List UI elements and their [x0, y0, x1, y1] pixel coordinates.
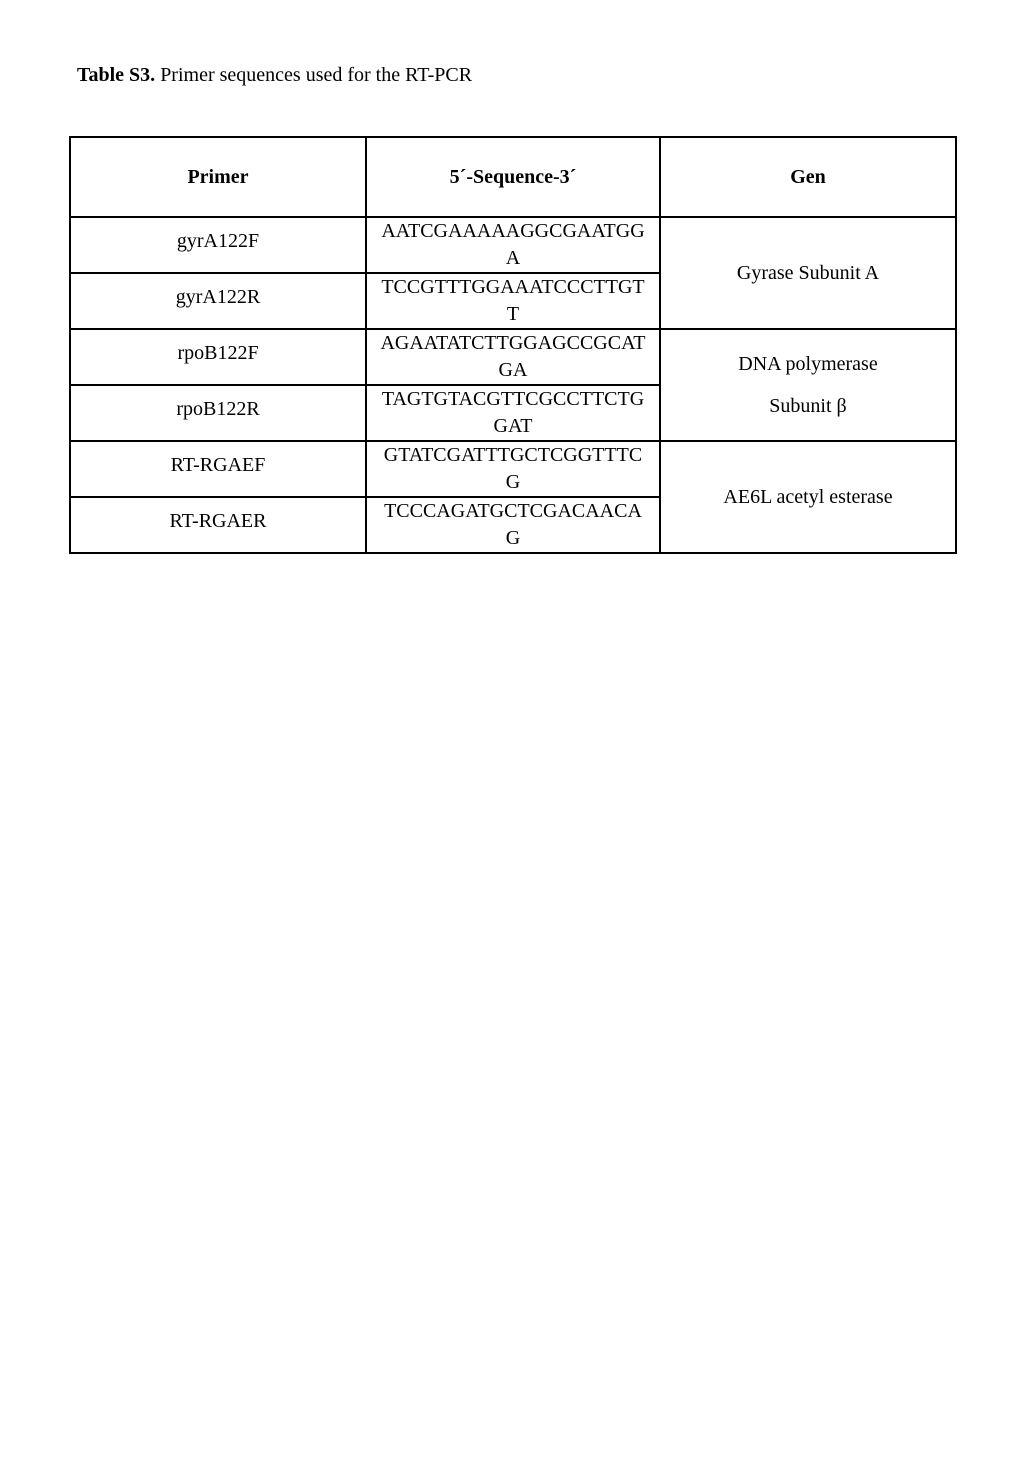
header-row [70, 137, 956, 217]
gene-cell [660, 441, 956, 553]
sequence-cell [366, 497, 660, 553]
sequence-text: TAGTGTACGTTCGCCTTCTGGAT [381, 388, 645, 437]
sequence-text: TCCCAGATGCTCGACAACAG [384, 500, 642, 549]
primer-name: RT-RGAER [169, 509, 267, 532]
primer-cell [70, 497, 366, 553]
primer-cell [70, 385, 366, 441]
sequence-cell [366, 385, 660, 441]
sequence-cell [366, 329, 660, 385]
primer-cell [70, 441, 366, 497]
primer-cell [70, 329, 366, 385]
table-row [70, 217, 956, 273]
gene-name-line2: Subunit β [769, 395, 847, 417]
gene-name: Gyrase Subunit A [736, 262, 880, 284]
sequence-text: TCCGTTTGGAAATCCCTTGTT [381, 276, 645, 325]
sequence-cell [366, 441, 660, 497]
caption-label: Table S3. [77, 64, 156, 86]
header-primer: Primer [70, 137, 366, 217]
sequence-text: AGAATATCTTGGAGCCGCATGA [380, 332, 646, 381]
primer-table [69, 136, 957, 554]
table-row [70, 441, 956, 497]
header-sequence: 5´-Sequence-3´ [366, 137, 660, 217]
primer-name: rpoB122F [177, 341, 259, 364]
primer-name: gyrA122F [176, 229, 260, 252]
primer-cell [70, 217, 366, 273]
gene-name: AE6L acetyl esterase [723, 486, 893, 508]
caption-text: Primer sequences used for the RT-PCR [155, 64, 473, 86]
table-row [70, 329, 956, 385]
gene-cell [660, 329, 956, 441]
header-gene: Gen [660, 137, 956, 217]
sequence-cell [366, 217, 660, 273]
gene-name-line1: DNA polymerase [738, 353, 878, 375]
gene-cell [660, 217, 956, 329]
primer-name: gyrA122R [175, 285, 261, 308]
sequence-text: GTATCGATTTGCTCGGTTTCG [383, 444, 643, 493]
table-caption [77, 62, 472, 88]
primer-name: rpoB122R [176, 397, 260, 420]
sequence-cell [366, 273, 660, 329]
primer-name: RT-RGAEF [170, 453, 266, 476]
sequence-text: AATCGAAAAAGGCGAATGGA [381, 220, 645, 269]
primer-cell [70, 273, 366, 329]
